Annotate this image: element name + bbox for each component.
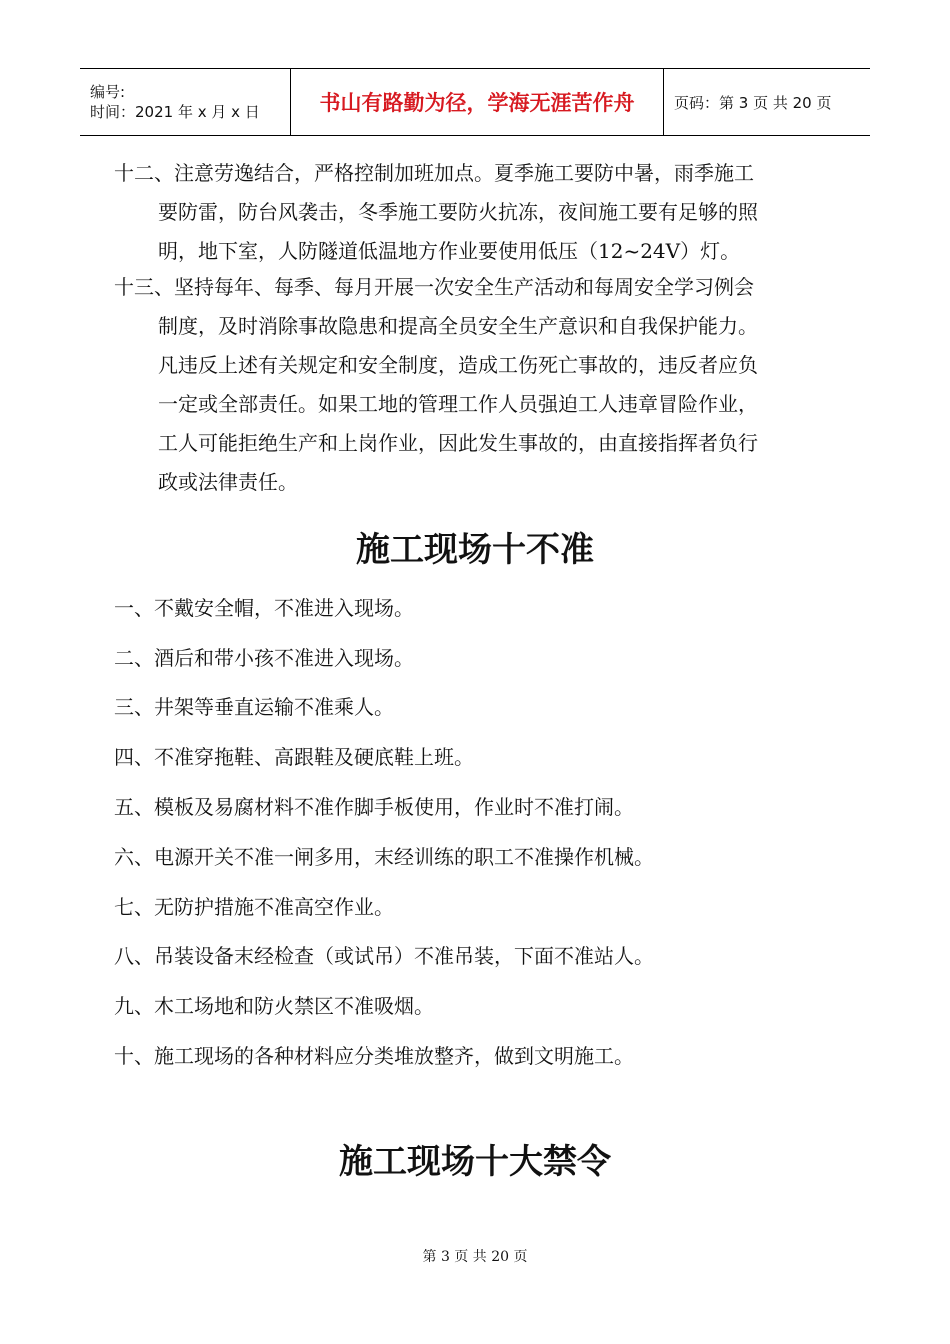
header-meta bbox=[80, 69, 291, 136]
section-13-line: 十三、坚持每年、每季、每月开展一次安全生产活动和每周安全学习例会 bbox=[114, 275, 754, 299]
section-12-line: 明，地下室，人防隧道低温地方作业要使用低压（12~24V）灯。 bbox=[158, 239, 741, 263]
document-number-label: 编号: bbox=[90, 83, 126, 101]
rule-item: 四、不准穿拖鞋、高跟鞋及硬底鞋上班。 bbox=[114, 745, 474, 769]
section-13-line: 凡违反上述有关规定和安全制度，造成工伤死亡事故的，违反者应负 bbox=[158, 353, 758, 377]
heading-ten-prohibitions: 施工现场十不准 bbox=[356, 530, 594, 570]
heading-ten-bans: 施工现场十大禁令 bbox=[339, 1142, 611, 1182]
section-12-line: 要防雷，防台风袭击，冬季施工要防火抗冻，夜间施工要有足够的照 bbox=[158, 200, 758, 224]
rule-item: 三、井架等垂直运输不准乘人。 bbox=[114, 695, 394, 719]
header-motto: 书山有路勤为径，学海无涯苦作舟 bbox=[291, 69, 664, 136]
section-13 bbox=[114, 268, 838, 502]
rule-item: 七、无防护措施不准高空作业。 bbox=[114, 895, 394, 919]
rule-item: 五、模板及易腐材料不准作脚手板使用，作业时不准打闹。 bbox=[114, 795, 634, 819]
section-13-line: 政或法律责任。 bbox=[158, 470, 298, 494]
section-13-line: 制度，及时消除事故隐患和提高全员安全生产意识和自我保护能力。 bbox=[158, 314, 758, 338]
rule-item: 二、酒后和带小孩不准进入现场。 bbox=[114, 646, 414, 670]
rule-item: 一、不戴安全帽，不准进入现场。 bbox=[114, 596, 414, 620]
page-header bbox=[80, 68, 870, 136]
rule-item: 十、施工现场的各种材料应分类堆放整齐，做到文明施工。 bbox=[114, 1044, 634, 1068]
document-date-label: 时间：2021 年 x 月 x 日 bbox=[90, 103, 260, 121]
rule-item: 六、电源开关不准一闸多用，末经训练的职工不准操作机械。 bbox=[114, 845, 654, 869]
rule-item: 八、吊装设备末经检查（或试吊）不准吊装，下面不准站人。 bbox=[114, 944, 654, 968]
section-12 bbox=[114, 154, 838, 271]
rule-item: 九、木工场地和防火禁区不准吸烟。 bbox=[114, 994, 434, 1018]
section-13-line: 一定或全部责任。如果工地的管理工作人员强迫工人违章冒险作业， bbox=[158, 392, 758, 416]
section-13-line: 工人可能拒绝生产和上岗作业，因此发生事故的，由直接指挥者负行 bbox=[158, 431, 758, 455]
section-12-line: 十二、注意劳逸结合，严格控制加班加点。夏季施工要防中暑，雨季施工 bbox=[114, 161, 754, 185]
page-footer: 第 3 页 共 20 页 bbox=[422, 1249, 528, 1265]
header-page-number: 页码：第 3 页 共 20 页 bbox=[664, 69, 871, 136]
